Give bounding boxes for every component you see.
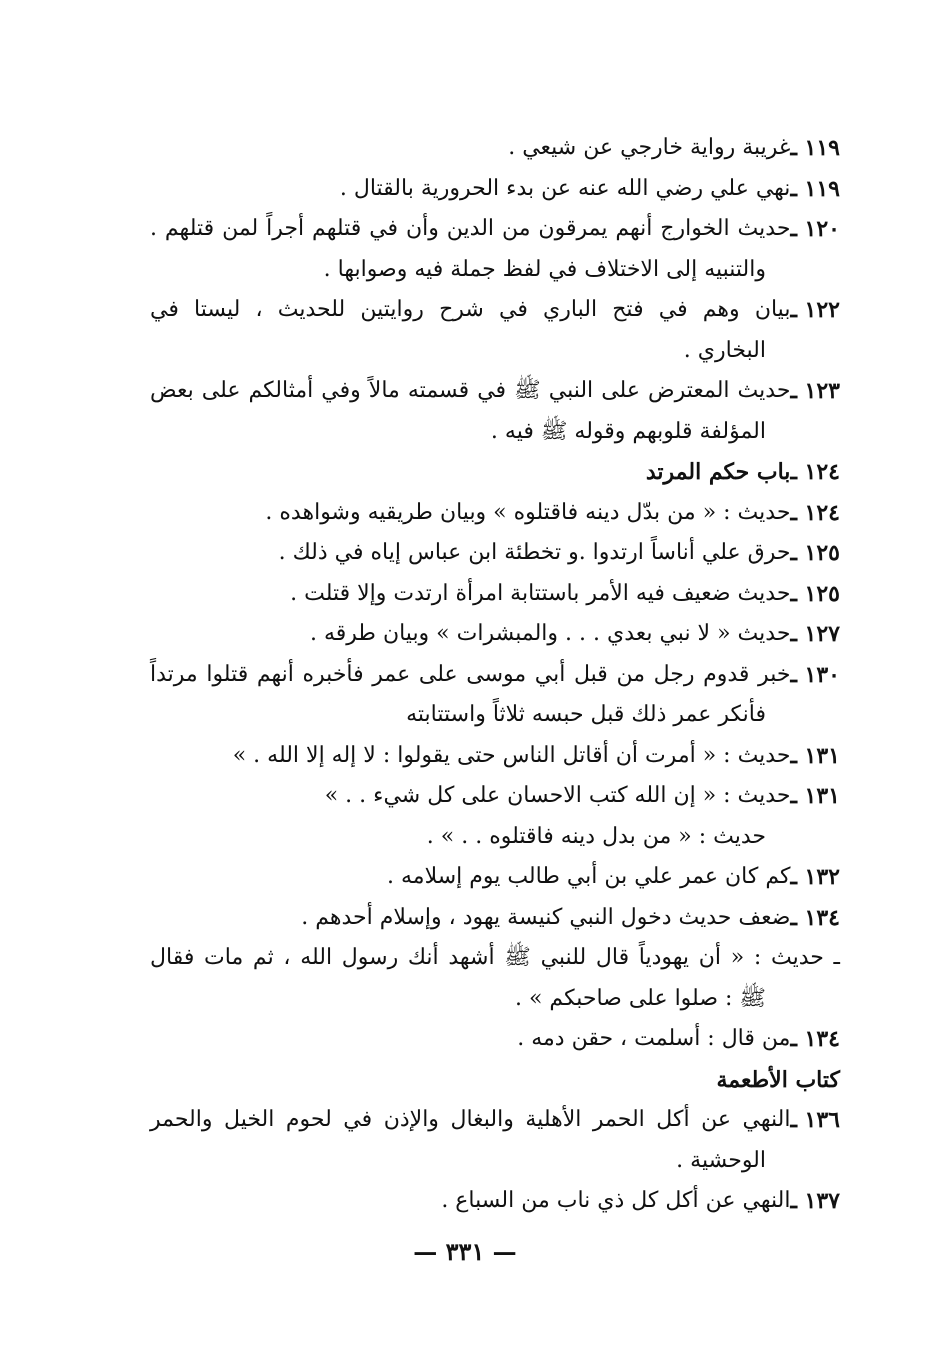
entry-page-number: ١٢٣ ـ	[790, 378, 840, 404]
index-entry	[150, 128, 840, 169]
index-entry	[150, 209, 840, 250]
index-entry	[150, 776, 840, 817]
entry-text: المؤلفة قلوبهم وقوله ﷺ فيه .	[490, 418, 766, 444]
entry-page-number: ١٢٥ ـ	[790, 540, 840, 566]
section-heading	[150, 452, 840, 493]
entry-page-number: ١٣١ ـ	[790, 742, 840, 769]
entry-text: غريبة رواية خارجي عن شيعي .	[508, 135, 791, 160]
entry-text: حديث الخوارج أنهم يمرقون من الدين وأن في قتلهم أجراً لمن قتلهم .	[150, 216, 791, 241]
index-entry	[150, 655, 840, 696]
page-number: — ٣٣١ —	[413, 1237, 517, 1266]
index-entry-continuation	[150, 1141, 840, 1182]
entry-text: فأنكر عمر ذلك قبل حبسه ثلاثاً واستتابته	[406, 702, 766, 727]
entry-text: حديث « لا نبي بعدي . . . والمبشرات » وبيان طرقه .	[310, 621, 791, 646]
entry-text: النهي عن أكل كل ذي ناب من السباع .	[441, 1188, 791, 1213]
entry-page-number: ١٢٢ ـ	[790, 297, 840, 323]
entry-text: ـ حديث : « أن يهودياً قال للنبي ﷺ أشهد أنك رسول الله ، ثم مات فقال	[150, 945, 840, 970]
index-entry	[150, 1019, 840, 1060]
entry-text: ﷺ : صلوا على صاحبكم » .	[514, 985, 766, 1011]
index-entry	[150, 614, 840, 655]
entry-page-number: ١١٩ ـ	[790, 175, 840, 202]
entry-page-number: ١٣٤ ـ	[790, 1026, 840, 1052]
entry-text: باب حكم المرتد	[645, 459, 791, 485]
entry-text: كتاب الأطعمة	[716, 1066, 840, 1093]
index-entry	[150, 1181, 840, 1222]
entry-text: بيان وهم في فتح الباري في شرح روايتين للحديث ، ليستا في	[150, 297, 791, 322]
entry-text: كم كان عمر علي بن أبي طالب يوم إسلامه .	[387, 864, 791, 889]
index-entry	[150, 533, 840, 574]
index-entry	[150, 574, 840, 615]
entry-page-number: ١٢٤ ـ	[790, 459, 840, 485]
index-entry	[150, 290, 840, 331]
index-entry-continuation	[150, 695, 840, 736]
entry-text: الوحشية .	[676, 1147, 766, 1173]
index-entry-continuation	[150, 979, 840, 1020]
index-entry-continuation	[150, 412, 840, 453]
entry-text: حديث : « إن الله كتب الاحسان على كل شيء . . »	[324, 783, 791, 808]
entry-text: النهي عن أكل الحمر الأهلية والبغال والإذن في لحوم الخيل والحمر	[150, 1107, 791, 1132]
entry-text: حديث : « أمرت أن أقاتل الناس حتى يقولوا : لا إله إلا الله . »	[232, 742, 791, 768]
index-entry	[150, 493, 840, 534]
entry-page-number: ١٣٠ ـ	[790, 661, 840, 688]
entry-page-number: ١٣١ ـ	[790, 783, 840, 809]
entry-page-number: ١٣٤ ـ	[790, 904, 840, 931]
index-entry	[150, 736, 840, 777]
entry-page-number: ١١٩ ـ	[790, 135, 840, 161]
index-entry	[150, 857, 840, 898]
entry-text: البخاري .	[683, 337, 766, 363]
index-entry-continuation	[150, 331, 840, 372]
entry-text: حديث ضعيف فيه الأمر باستتابة امرأة ارتدت وإلا قتلت .	[290, 580, 791, 606]
index-entry	[150, 371, 840, 412]
entry-text: حديث المعترض على النبي ﷺ في قسمته مالاً وفي أمثالكم على بعض	[150, 378, 791, 403]
entry-page-number: ١٢٤ ـ	[790, 499, 840, 526]
section-heading	[150, 1060, 840, 1101]
entry-text: من قال : أسلمت ، حقن دمه .	[517, 1026, 791, 1051]
entry-text: نهي علي رضي الله عنه عن بدء الحرورية بالقتال .	[339, 175, 791, 201]
entry-text: حرق علي أناساً ارتدوا .و تخطئة ابن عباس إياه في ذلك .	[278, 540, 791, 565]
entry-page-number: ١٣٧ ـ	[790, 1188, 840, 1214]
entry-text: حديث : « من بدل دينه فاقتلوه . . » .	[426, 823, 766, 849]
entry-page-number: ١٣٦ ـ	[790, 1107, 840, 1133]
index-entry	[150, 1100, 840, 1141]
index-entry-sub	[150, 938, 840, 979]
entry-text: حديث : « من بدّل دينه فاقتلوه » وبيان طريقيه وشواهده .	[265, 499, 791, 525]
entry-text: ضعف حديث دخول النبي كنيسة يهود ، وإسلام أحدهم .	[301, 904, 791, 930]
index-entry-continuation	[150, 817, 840, 858]
index-entry-continuation	[150, 250, 840, 291]
index-entry	[150, 169, 840, 210]
entry-page-number: ١٢٥ ـ	[790, 580, 840, 607]
entry-page-number: ١٣٢ ـ	[790, 864, 840, 890]
index-list	[150, 128, 840, 1222]
entry-text: والتنبيه إلى الاختلاف في لفظ جملة فيه وصوابها .	[323, 256, 766, 282]
entry-page-number: ١٢٧ ـ	[790, 621, 840, 647]
entry-text: خبر قدوم رجل من قبل أبي موسى على عمر فأخبره أنهم قتلوا مرتداً	[150, 661, 791, 687]
entry-page-number: ١٢٠ ـ	[790, 216, 840, 242]
index-entry	[150, 898, 840, 939]
